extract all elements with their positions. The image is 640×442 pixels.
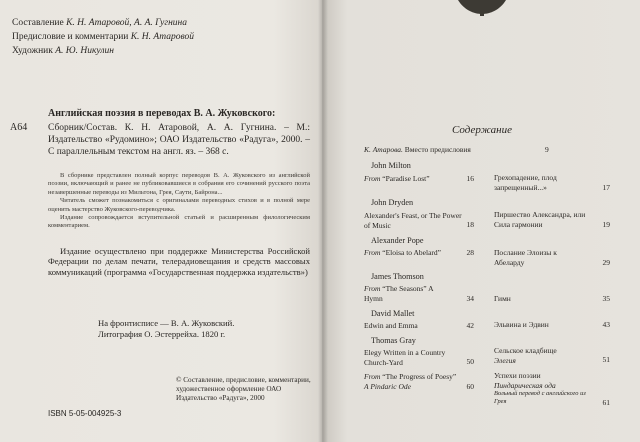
toc-en-page: 28 [466,248,474,257]
toc-ru-title: Пиршество Александра, или Сила гармонии [494,210,586,229]
annotation-paragraph: Читатель сможет познакомиться с оригиналами переводных стихов и в полной мере оценить мастерство Жуковского-переводчика. [48,197,310,213]
toc-en-page: 60 [466,382,474,391]
toc-preface-page: 9 [545,145,549,154]
toc-ru-title: Успехи поэзии Пиндарическая ода Вольный перевод с английского из Грея [494,371,586,405]
catalog-code: А64 [10,122,28,133]
catalog-title: Английская поэзия в переводах В. А. Жуковского: [48,108,276,119]
toc-preface: К. Атарова. Вместо предисловия [364,145,471,154]
page-gutter [318,0,328,442]
credits-line-preface: Предисловие и комментарии К. Н. Атаровой [12,32,194,42]
credits-line-artist: Художник А. Ю. Никулин [12,46,114,56]
catalog-annotation [48,172,310,231]
toc-author: John Dryden [371,198,414,207]
isbn: ISBN 5-05-004925-3 [48,409,122,418]
toc-author: Thomas Gray [371,336,416,345]
toc-ru-page: 17 [602,183,610,192]
toc-ru-page: 29 [602,258,610,267]
toc-en-page: 18 [466,220,474,229]
toc-en-page: 42 [466,321,474,330]
toc-en-title: Edwin and Emma [364,321,418,330]
annotation-paragraph: Издание сопровождается вступительной статьей и расширенным филологическим комментарием. [48,214,310,230]
toc-en-page: 34 [466,294,474,303]
toc-ru-title: Грехопадение, плод запрещенный...» [494,173,557,192]
toc-en-page: 50 [466,357,474,366]
toc-en-title: From “Paradise Lost” [364,174,430,183]
copyright-notice: © Составление, предисловие, комментарии, художественное оформление ОАО Издательство «Радуга», 2000 [176,376,311,402]
toc-ru-page: 61 [602,398,610,407]
toc-ru-page: 35 [602,294,610,303]
toc-author: John Milton [371,161,411,170]
toc-ru-page: 19 [602,220,610,229]
toc-ru-title: Гимн [494,294,511,303]
toc-en-title: Elegy Written in a Country Church-Yard [364,348,446,367]
toc-en-page: 16 [466,174,474,183]
toc-en-title: From “The Progress of Poesy” A Pindaric Ode [364,372,457,391]
toc-author: Alexander Pope [371,236,424,245]
toc-ru-page: 51 [602,355,610,364]
support-notice: Издание осуществлено при поддержке Министерства Российской Федерации по делам печати, телерадиовещания и средств массовых коммуникаций (программа «Государственная поддержка издательств») [48,246,310,277]
annotation-paragraph: В сборнике представлен полный корпус переводов В. А. Жуковского из английской поэзии, включающий и ранее не публиковавшиеся в собрания его сочинений русского поэта незавершенные переводы из Мильтона, Грея, Саути, Байрона... [48,172,310,196]
toc-en-title: From “The Seasons” A Hymn [364,284,434,303]
contents-title: Содержание [452,124,513,136]
toc-ru-title: Послание Элоизы к Абеларду [494,248,557,267]
credits-line-compilers: Составление К. Н. Атаровой, А. А. Гугнина [12,18,188,28]
toc-ru-title: Эльвина и Эдвин [494,320,549,329]
toc-ru-title: Сельское кладбище Элегия [494,346,557,365]
frontispiece-note: На фронтисписе — В. А. Жуковский. Литография О. Эстеррейха. 1820 г. [98,318,235,339]
tree-ornament-icon [454,0,510,16]
catalog-body: Сборник/Состав. К. Н. Атаровой, А. А. Гугнина. – М.: Издательство «Рудомино»; ОАО Издательство «Радуга», 2000. – С параллельным текстом на англ. яз. – 368 с. [48,123,310,157]
credits-block [12,16,194,58]
toc-author: David Mallet [371,309,415,318]
toc-en-title: From “Eloisa to Abelard” [364,248,441,257]
toc-author: James Thomson [371,272,424,281]
toc-en-title: Alexander's Feast, or The Power of Music [364,211,462,230]
toc-ru-page: 43 [602,320,610,329]
